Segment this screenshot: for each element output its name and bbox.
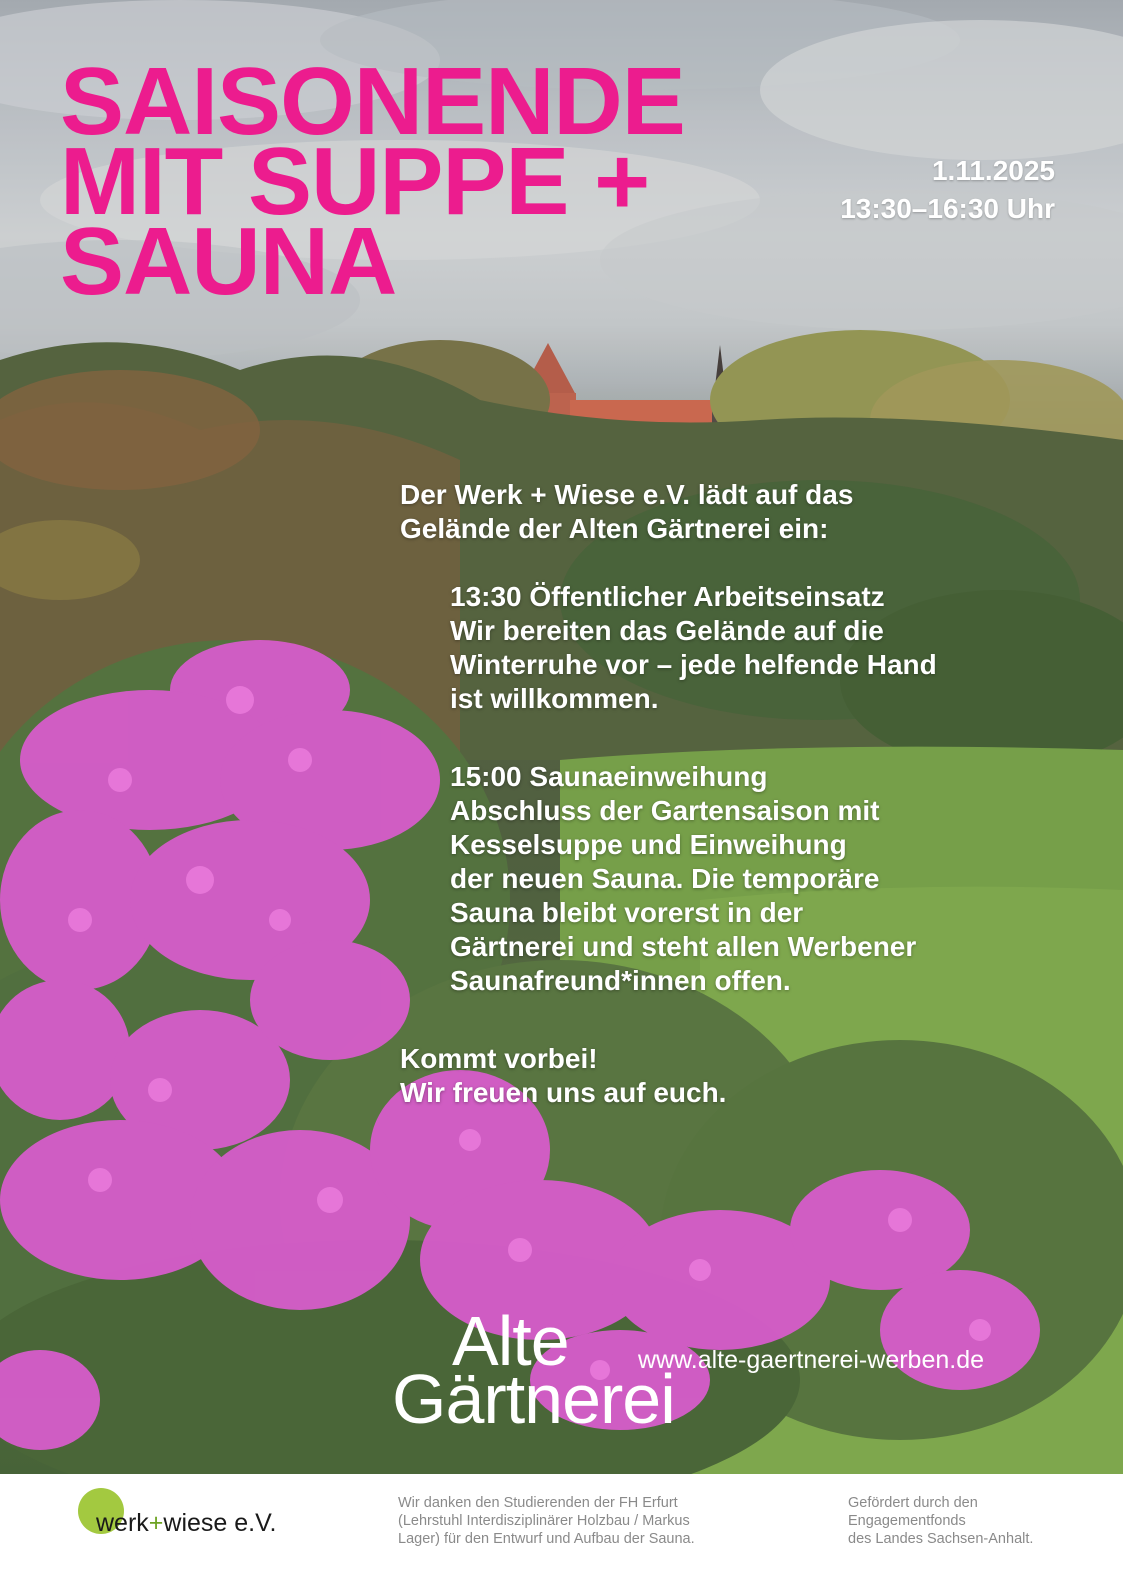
program-line: 15:00 Saunaeinweihung bbox=[450, 761, 768, 792]
thanks-line: Lager) für den Entwurf und Aufbau der Sauna. bbox=[398, 1531, 695, 1547]
event-date-time bbox=[840, 152, 1055, 228]
program-line: Saunafreund*innen offen. bbox=[450, 965, 791, 996]
headline-line: SAISONENDE bbox=[60, 48, 685, 155]
closing-line: Wir freuen uns auf euch. bbox=[400, 1077, 727, 1108]
headline-line: MIT SUPPE + bbox=[60, 128, 650, 235]
logo-word: wiese e.V. bbox=[163, 1509, 277, 1537]
logo-text bbox=[96, 1508, 276, 1538]
wordmark-line: Alte bbox=[452, 1302, 569, 1380]
headline-line: SAUNA bbox=[60, 208, 397, 315]
funding-note bbox=[848, 1494, 1033, 1548]
intro-text bbox=[400, 478, 853, 546]
program-line: Sauna bleibt vorerst in der bbox=[450, 897, 804, 928]
program-line: der neuen Sauna. Die temporäre bbox=[450, 863, 880, 894]
event-date: 1.11.2025 bbox=[931, 155, 1055, 186]
thanks-note bbox=[398, 1494, 798, 1548]
funding-line: Engagementfonds bbox=[848, 1513, 966, 1529]
closing-line: Kommt vorbei! bbox=[400, 1043, 598, 1074]
program-line: Kesselsuppe und Einweihung bbox=[450, 829, 847, 860]
intro-line: Der Werk + Wiese e.V. lädt auf das bbox=[400, 479, 854, 510]
logo-word: werk bbox=[96, 1509, 149, 1537]
website-url[interactable]: www.alte-gaertnerei-werben.de bbox=[638, 1346, 985, 1374]
intro-line: Gelände der Alten Gärtnerei ein: bbox=[400, 513, 829, 544]
program-item-work-session bbox=[450, 580, 937, 716]
funding-line: des Landes Sachsen-Anhalt. bbox=[848, 1531, 1034, 1547]
program-item-sauna-opening bbox=[450, 760, 916, 998]
thanks-line: (Lehrstuhl Interdisziplinärer Holzbau / Markus bbox=[398, 1513, 690, 1529]
program-line: Wir bereiten das Gelände auf die bbox=[450, 615, 884, 646]
program-line: ist willkommen. bbox=[450, 683, 659, 714]
alte-gaertnerei-wordmark bbox=[392, 1302, 675, 1438]
wordmark-line: Gärtnerei bbox=[392, 1360, 675, 1438]
program-line: Winterruhe vor – jede helfende Hand bbox=[450, 649, 937, 680]
closing-text bbox=[400, 1042, 726, 1110]
event-time: 13:30–16:30 Uhr bbox=[840, 193, 1055, 224]
program-line: Abschluss der Gartensaison mit bbox=[450, 795, 880, 826]
funding-line: Gefördert durch den bbox=[848, 1495, 978, 1511]
program-line: 13:30 Öffentlicher Arbeitseinsatz bbox=[450, 581, 885, 612]
program-line: Gärtnerei und steht allen Werbener bbox=[450, 931, 917, 962]
thanks-line: Wir danken den Studierenden der FH Erfurt bbox=[398, 1495, 678, 1511]
werk-wiese-logo bbox=[78, 1488, 308, 1548]
logo-plus: + bbox=[148, 1509, 164, 1537]
event-headline bbox=[60, 48, 685, 315]
